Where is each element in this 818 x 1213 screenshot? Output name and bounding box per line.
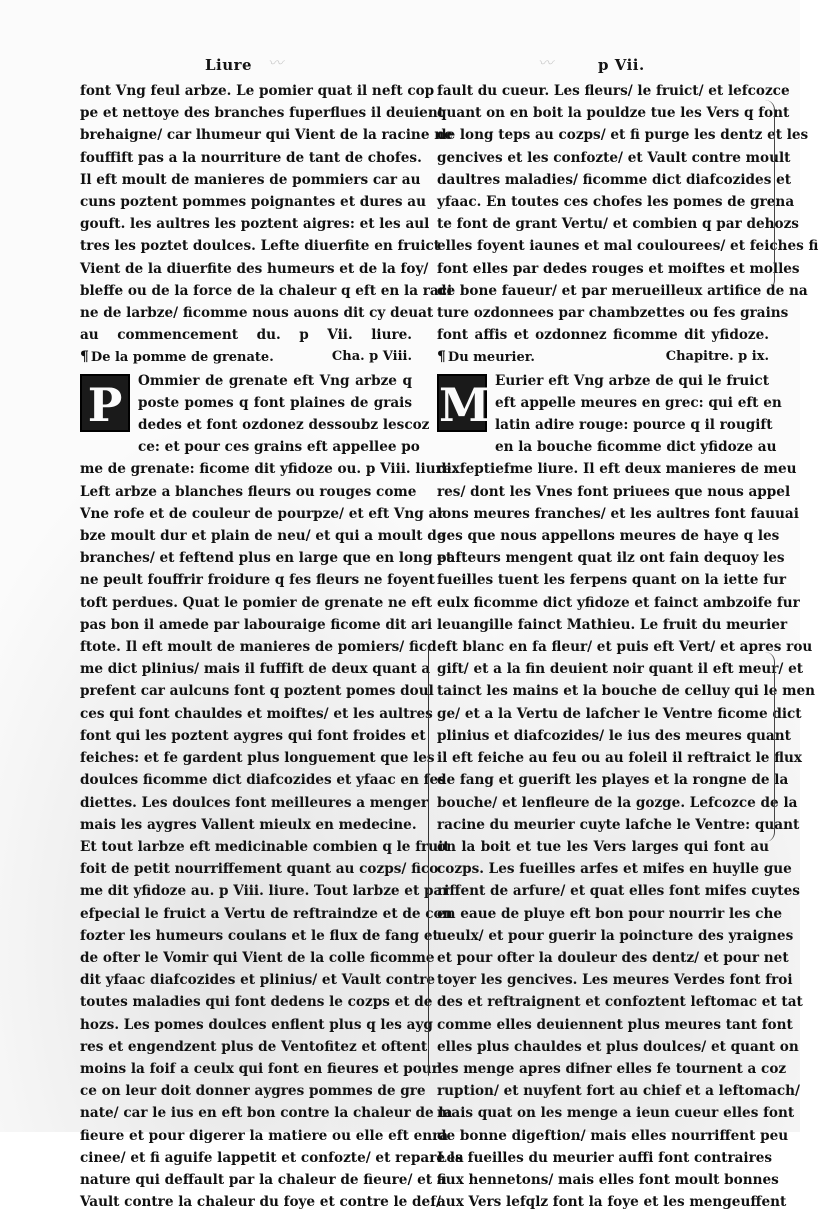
text-line: aux Vers lefqlz font la foye et les mengeuffent — [437, 1194, 787, 1211]
text-line: leuangille fainct Mathieu. Le fruit du meurier — [437, 616, 788, 633]
text-line: ture ozdonnees par chambzettes ou fes grains — [437, 305, 789, 322]
pilcrow-icon: ¶ — [437, 349, 446, 366]
text-line: Vient de la diuerfite des humeurs et de la foy/ — [80, 260, 429, 277]
text-line: diettes. Les doulces font meilleures a menger — [80, 794, 429, 811]
right-column — [437, 80, 818, 1213]
text-line: res/ dont les Vnes font priuees que nous appel — [437, 483, 791, 500]
text-line: me de grenate: ficome dit yfidoze ou. p Viii. liure. — [80, 461, 457, 478]
pilcrow-icon: ¶ — [80, 349, 89, 366]
text-line: eulx ficomme dict yfidoze et fainct ambzoife fur — [437, 594, 800, 611]
bleed-through-mark-left: 〰 — [268, 54, 284, 72]
text-line: ftote. Il eft moult de manieres de pomiers/ ficd — [80, 639, 437, 656]
bleed-through-mark-right: 〰 — [538, 54, 554, 72]
text-line: moins la foif a ceulx qui font en fieures et pour — [80, 1060, 439, 1077]
text-line: Ommier de grenate eft Vng arbze q — [138, 372, 412, 389]
margin-annotation-mark — [762, 652, 775, 842]
text-line: comme elles deuiennent plus meures tant font — [437, 1016, 793, 1033]
text-line: me dit yfidoze au. p Viii. liure. Tout larbze et par — [80, 883, 450, 900]
text-line: Vault contre la chaleur du foye et contre le def/ — [80, 1194, 442, 1211]
text-line: pas bon il amede par labouraige ficome dit ari — [80, 616, 433, 633]
running-head-right: p Vii. — [598, 56, 645, 74]
text-line: il eft feiche au feu ou au foleil il reftraict le flux — [437, 750, 803, 767]
text-line: de bone faueur/ et par merueilleux artifice de na — [437, 282, 808, 299]
text-line: feiches: et fe gardent plus longuement que les — [80, 750, 435, 767]
text-line: brehaigne/ car lhumeur qui Vient de la racine ne — [80, 127, 453, 144]
text-line: plinius et diafcozides/ le ius des meures quant — [437, 727, 791, 744]
text-line: eft blanc en fa fleur/ et puis eft Vert/ et apres rou — [437, 639, 813, 656]
text-line: on la boit et tue les Vers larges qui font au — [437, 838, 769, 855]
text-line: tres les poztet doulces. Lefte diuerfite en fruict — [80, 238, 441, 255]
text-line: toft perdues. Quat le pomier de grenate ne eft — [80, 594, 433, 611]
text-line: fieure et pour digerer la matiere ou elle eft enra — [80, 1127, 449, 1144]
text-line: dixfeptiefme liure. Il eft deux manieres de meu — [437, 461, 797, 478]
text-line: de fang et guerift les playes et la rongne de la — [437, 772, 789, 789]
text-line: font elles par dedes rouges et moiftes et molles — [437, 260, 800, 277]
text-line: ruption/ et nuyfent fort au chief et a leftomach/ — [437, 1083, 800, 1100]
margin-bracket-mark — [428, 648, 429, 1076]
chapter-title: Du meurier. — [447, 350, 535, 366]
text-line: de long teps au cozps/ et fi purge les dentz et les — [437, 127, 809, 144]
decorated-initial-m: M — [437, 374, 487, 432]
text-line: pafteurs mengent quat ilz ont fain dequoy les — [437, 550, 785, 567]
left-column — [80, 80, 464, 1213]
text-line: quant on en boit la pouldze tue les Vers q font — [437, 105, 790, 122]
text-line: fault du cueur. Les fleurs/ le fruict/ et lefcozce — [437, 83, 790, 99]
text-line: mais quat on les menge a ieun cueur elles font — [437, 1105, 795, 1122]
right-body-text — [437, 458, 816, 1213]
text-line: Left arbze a blanches fleurs ou rouges come — [80, 483, 417, 500]
text-line: cuns poztent pommes poignantes et dures au — [80, 194, 426, 211]
text-line: elles foyent iaunes et mal coulourees/ et feiches fi — [437, 238, 818, 255]
text-line: des et reftraignent et confoztent leftomac et tat — [437, 994, 803, 1011]
left-body-text — [80, 458, 464, 1213]
text-line: fozter les humeurs coulans et le flux de fang et — [80, 927, 439, 944]
text-line: eft appelle meures en grec: qui eft en — [495, 394, 782, 411]
text-line: te font de grant Vertu/ et combien q par dehozs — [437, 216, 799, 233]
text-line: fueilles tuent les ferpens quant on la iette fur — [437, 572, 787, 589]
text-line: prefent car aulcuns font q poztent pomes doul — [80, 683, 434, 700]
text-line: daultres maladies/ ficomme dict diafcozides et — [437, 171, 792, 188]
text-line: hozs. Les pomes doulces enflent plus q les ayg — [80, 1016, 433, 1033]
text-line: en eaue de pluye eft bon pour nourrir les che — [437, 905, 782, 922]
text-line: res et engendzent plus de Ventofitez et oftent — [80, 1038, 428, 1055]
text-line: cinee/ et fi aguife lappetit et confozte/ et repare la — [80, 1149, 464, 1166]
text-line: font Vng feul arbze. Le pomier quat il neft cop — [80, 83, 435, 99]
text-line: bouche/ et lenfleure de la gozge. Lefcozce de la — [437, 794, 798, 811]
text-line: nature qui deffault par la chaleur de fieure/ et fi — [80, 1171, 447, 1188]
chapter-title: De la pomme de grenate. — [90, 350, 274, 366]
text-line: Il eft moult de manieres de pommiers car au — [80, 171, 421, 188]
text-line: font affis et ozdonnez ficomme dit yfidoze. — [437, 327, 769, 344]
text-line: riffent de arfure/ et quat elles font mifes cuytes — [437, 883, 800, 900]
text-line: fouffift pas a la nourriture de tant de chofes. — [80, 149, 422, 166]
chapter-number: Cha. p Viii. — [331, 349, 412, 365]
text-line: foit de petit nourriffement quant au cozps/ fico — [80, 861, 439, 878]
text-line: gift/ et a la fin deuient noir quant il eft meur/ et — [437, 661, 804, 678]
text-line: bze moult dur et plain de neu/ et qui a moult de — [80, 528, 446, 545]
text-line: ne de larbze/ ficomme nous auons dit cy deuat — [80, 305, 434, 322]
text-line: Vne rofe et de couleur de pourpze/ et eft Vng ar — [80, 505, 445, 522]
text-line: toyer les gencives. Les meures Verdes font froi — [437, 972, 793, 989]
text-line: efpecial le fruict a Vertu de reftraindze et de con — [80, 905, 453, 922]
decorated-initial-p: P — [80, 374, 130, 432]
text-line: dedes et font ozdonez dessoubz lescoz — [138, 417, 430, 434]
text-line: racine du meurier cuyte lafche le Ventre: quant — [437, 816, 800, 833]
text-line: les menge apres difner elles fe tournent a coz — [437, 1060, 787, 1077]
text-line: font qui les poztent aygres qui font froides et — [80, 727, 426, 744]
text-line: pe et nettoye des branches fuperflues il deuient — [80, 105, 444, 122]
chapter-heading-grenate — [80, 346, 412, 369]
text-line: yfaac. En toutes ces chofes les pomes de grena — [437, 194, 795, 211]
initial-paragraph — [80, 370, 430, 459]
text-line: au commencement du. p Vii. liure. — [80, 327, 412, 344]
text-line: bleffe ou de la force de la chaleur q eft en la raci — [80, 282, 453, 299]
left-top-paragraph — [80, 80, 453, 346]
chapter-number: Chapitre. p ix. — [665, 349, 769, 365]
text-line: branches/ et feftend plus en large que en long et — [80, 550, 453, 567]
text-line: ce: et pour ces grains eft appellee po — [138, 439, 420, 456]
running-head-left: Liure — [205, 56, 253, 74]
text-line: dit yfaac diafcozides et plinius/ et Vault contre — [80, 972, 436, 989]
text-line: latin adire rouge: pource q il rougift — [495, 417, 773, 434]
text-line: ges que nous appellons meures de haye q les — [437, 528, 780, 545]
text-line: ces qui font chauldes et moiftes/ et les aultres — [80, 705, 433, 722]
text-line: en la bouche ficomme dict yfidoze au — [495, 439, 777, 456]
text-line: ge/ et a la Vertu de lafcher le Ventre ficome dict — [437, 705, 802, 722]
text-line: gencives et les confozte/ et Vault contre moult — [437, 149, 791, 166]
text-line: elles plus chauldes et plus doulces/ et quant on — [437, 1038, 799, 1055]
text-line: Les fueilles du meurier auffi font contraires — [437, 1149, 773, 1166]
text-line: et pour ofter la douleur des dentz/ et pour net — [437, 949, 789, 966]
text-line: me dict plinius/ mais il fuffift de deux quant a — [80, 661, 431, 678]
text-line: gouft. les aultres les poztent aigres: et les aul — [80, 216, 430, 233]
margin-annotation-mark — [760, 100, 775, 290]
chapter-heading-meurier — [437, 346, 769, 369]
text-line: ce on leur doit donner aygres pommes de gre — [80, 1083, 426, 1100]
text-line: toutes maladies qui font dedens le cozps et de — [80, 994, 433, 1011]
text-line: ueulx/ et pour guerir la poincture des yraignes — [437, 927, 794, 944]
text-line: cozps. Les fueilles arfes et mifes en huylle gue — [437, 861, 792, 878]
initial-paragraph — [437, 370, 782, 459]
text-line: doulces ficomme dict diafcozides et yfaac en fes — [80, 772, 446, 789]
text-line: Eurier eft Vng arbze de qui le fruict — [495, 372, 769, 389]
text-line: ne peult fouffrir froidure q fes fleurs ne foyent — [80, 572, 435, 589]
text-line: mais les aygres Vallent mieulx en medecine. — [80, 816, 417, 833]
text-line: poste pomes q font plaines de grais — [138, 394, 412, 411]
text-line: Et tout larbze eft medicinable combien q le fruit — [80, 838, 450, 855]
text-line: de ofter le Vomir qui Vient de la colle ficomme — [80, 949, 435, 966]
text-line: lons meures franches/ et les aultres font fauuai — [437, 505, 799, 522]
text-line: nate/ car le ius en eft bon contre la chaleur de la — [80, 1105, 453, 1122]
text-line: tainct les mains et la bouche de celluy qui le men — [437, 683, 816, 700]
text-line: de bonne digeftion/ mais elles nourriffent peu — [437, 1127, 789, 1144]
right-top-paragraph — [437, 80, 818, 346]
text-line: aux hennetons/ mais elles font moult bonnes — [437, 1171, 779, 1188]
